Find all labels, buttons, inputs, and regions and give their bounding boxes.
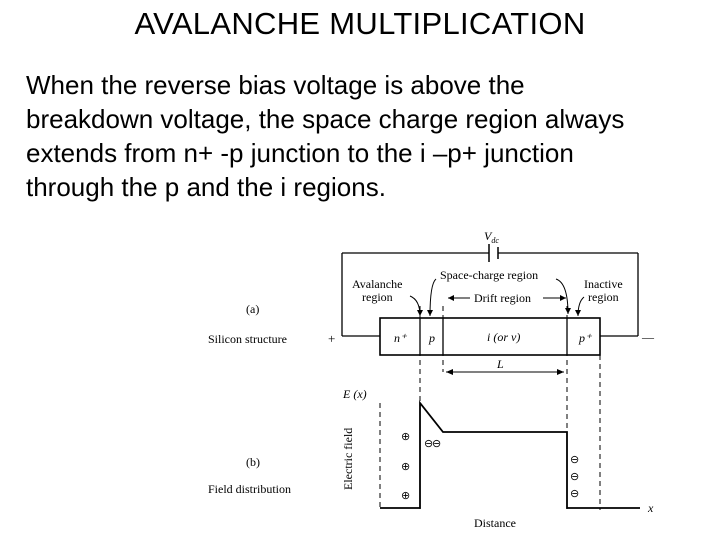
silicon-structure-label: Silicon structure (208, 332, 287, 346)
part-b-label: (b) (246, 455, 260, 469)
space-charge-region-label: Space-charge region (440, 268, 539, 282)
body-line: When the reverse bias voltage is above the (26, 70, 525, 100)
avalanche-region-label: Avalanche (352, 277, 403, 291)
positive-charge: ⊕ (401, 461, 411, 473)
electric-field-side-label: Electric field (341, 427, 355, 490)
field-axis-label: E (x) (343, 387, 367, 401)
body-line: extends from n+ -p junction to the i –p+ junction (26, 138, 574, 168)
length-dimension (446, 369, 564, 375)
negative-charge: ⊖ (570, 454, 580, 466)
space-charges (401, 431, 579, 502)
supply-voltage-label: $V_{dc}$ (484, 229, 499, 245)
length-label: L (497, 357, 504, 371)
layer-i: i (or ν) (487, 330, 521, 344)
negative-charge: ⊖ (424, 438, 434, 450)
plus-terminal: + (328, 331, 336, 346)
field-distribution-label: Field distribution (208, 482, 292, 496)
avalanche-region-label-2: region (362, 290, 393, 304)
inactive-region-label: Inactive (584, 277, 623, 291)
x-axis-label: x (648, 501, 654, 515)
distance-label: Distance (474, 516, 516, 530)
minus-terminal: — (642, 330, 654, 344)
body-line: through the p and the i regions. (26, 172, 386, 202)
layer-p-plus: p⁺ (579, 331, 592, 345)
layer-n-plus: n⁺ (394, 331, 407, 345)
slide-title: AVALANCHE MULTIPLICATION (134, 6, 586, 41)
negative-charge: ⊖ (570, 488, 580, 500)
positive-charge: ⊕ (401, 490, 411, 502)
negative-charge: ⊖ (432, 438, 442, 450)
layer-p: p (429, 331, 435, 345)
part-a-label: (a) (246, 302, 260, 316)
inactive-region-label-2: region (588, 290, 619, 304)
field-distribution-curve (380, 403, 640, 508)
body-line: breakdown voltage, the space charge region always (26, 104, 625, 134)
positive-charge: ⊕ (401, 431, 411, 443)
drift-region-label: Drift region (474, 291, 531, 305)
negative-charge: ⊖ (570, 471, 580, 483)
